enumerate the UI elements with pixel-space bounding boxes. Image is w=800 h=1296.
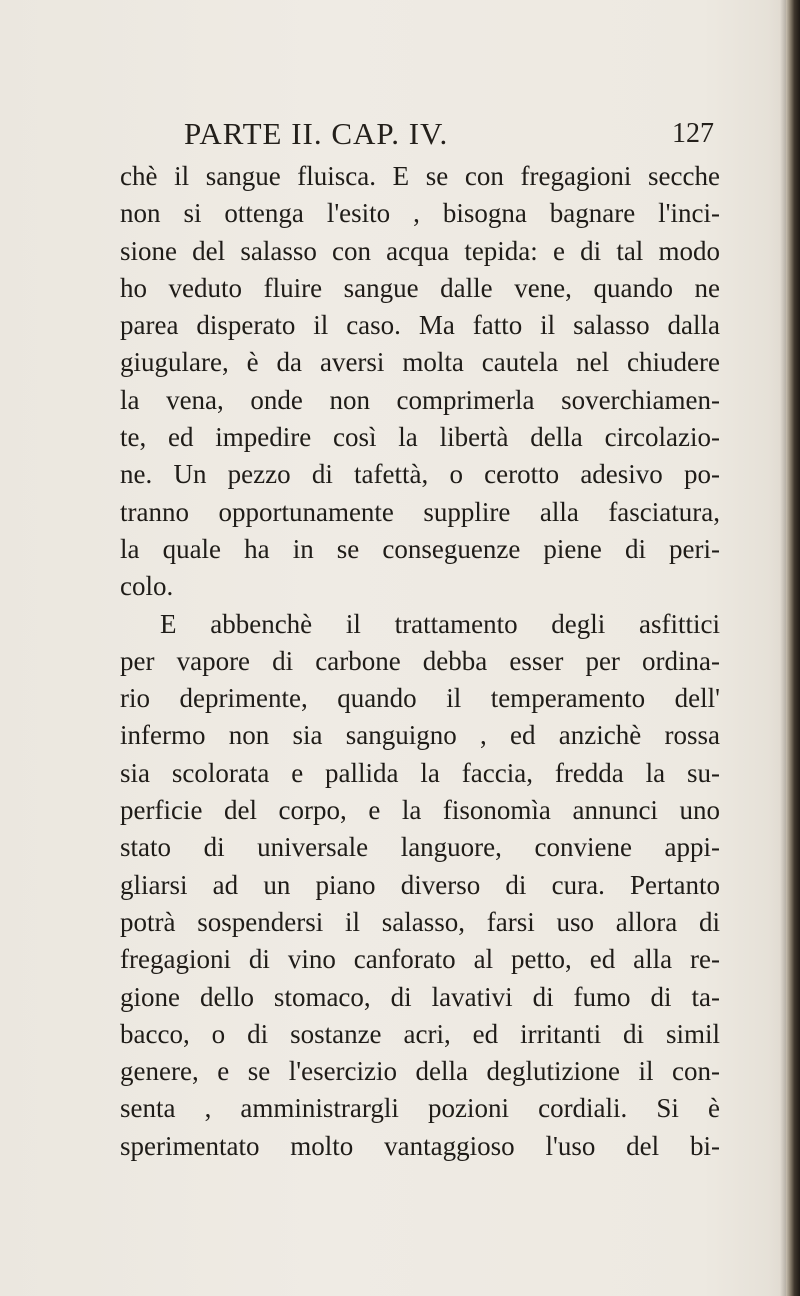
paragraph-start-line: E abbenchè il trattamento degli asfittici xyxy=(160,608,720,639)
body-text xyxy=(120,158,720,1165)
text-line: fregagioni di vino canforato al petto, ed alla re- xyxy=(120,944,720,975)
text-line: tranno opportunamente supplire alla fasciatura, xyxy=(120,496,720,527)
page-header xyxy=(184,116,714,152)
page-number: 127 xyxy=(672,118,714,149)
text-line: te, ed impedire così la libertà della circolazio- xyxy=(120,422,720,453)
text-line: colo. xyxy=(120,571,174,602)
text-line: genere, e se l'esercizio della deglutizione il con- xyxy=(120,1056,720,1087)
text-line: gliarsi ad un piano diverso di cura. Pertanto xyxy=(120,869,720,900)
running-head: PARTE II. CAP. IV. xyxy=(184,116,449,151)
text-line: non si ottenga l'esito , bisogna bagnare l'inci- xyxy=(120,198,720,229)
text-line: parea disperato il caso. Ma fatto il salasso dalla xyxy=(120,310,720,341)
text-line: gione dello stomaco, di lavativi di fumo di ta- xyxy=(120,981,720,1012)
text-line: chè il sangue fluisca. E se con fregagioni secche xyxy=(120,161,720,191)
text-line: perficie del corpo, e la fisonomìa annunci uno xyxy=(120,795,720,826)
text-line: senta , amministrargli pozioni cordiali. Si è xyxy=(120,1093,720,1124)
text-line: potrà sospendersi il salasso, farsi uso allora di xyxy=(120,906,720,937)
text-line: sione del salasso con acqua tepida: e di tal modo xyxy=(120,235,720,266)
text-line: infermo non sia sanguigno , ed anzichè rossa xyxy=(120,720,720,751)
book-spine xyxy=(786,0,800,1296)
text-line: stato di universale languore, conviene appi- xyxy=(120,832,720,863)
text-line: giugulare, è da aversi molta cautela nel chiudere xyxy=(120,347,720,378)
text-line: la quale ha in se conseguenze piene di peri- xyxy=(120,533,720,564)
text-line: per vapore di carbone debba esser per ordina- xyxy=(120,645,720,676)
text-line: sia scolorata e pallida la faccia, fredda la su- xyxy=(120,757,720,788)
text-line: ne. Un pezzo di tafettà, o cerotto adesivo po- xyxy=(120,459,720,490)
text-line: ho veduto fluire sangue dalle vene, quando ne xyxy=(120,272,720,303)
text-line: bacco, o di sostanze acri, ed irritanti di simil xyxy=(120,1018,720,1049)
text-line: sperimentato molto vantaggioso l'uso del bi- xyxy=(120,1130,720,1161)
text-line: la vena, onde non comprimerla soverchiamen- xyxy=(120,384,720,415)
text-line: rio deprimente, quando il temperamento dell' xyxy=(120,683,720,714)
